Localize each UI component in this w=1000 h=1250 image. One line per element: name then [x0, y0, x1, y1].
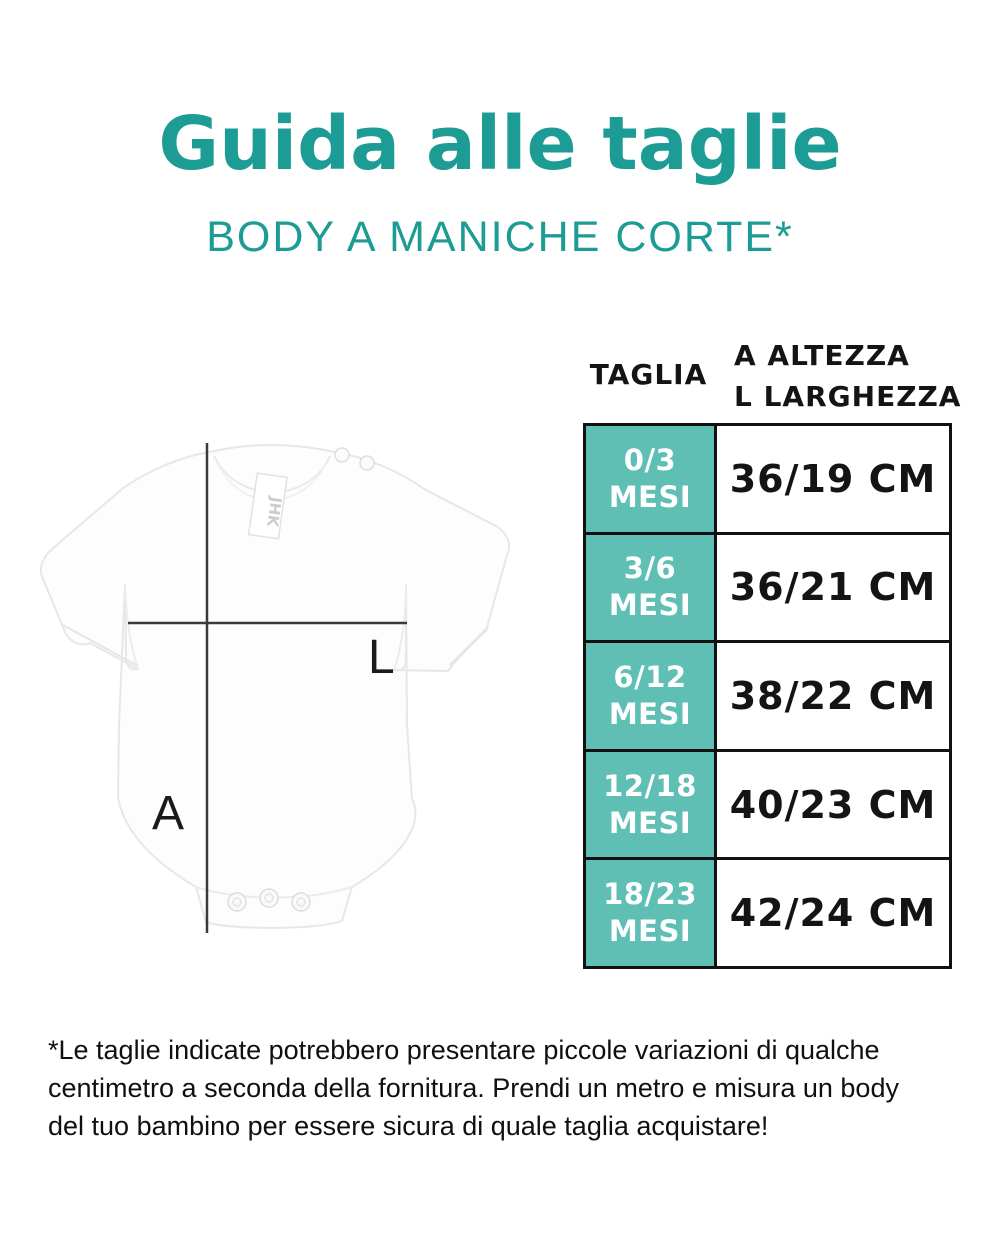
brand-tag-label: JHK — [263, 495, 286, 528]
column-header-size: TAGLIA — [589, 358, 708, 391]
size-table — [583, 423, 952, 969]
size-unit: MESI — [608, 479, 692, 514]
measurement-cell: 40/23 CM — [729, 782, 937, 827]
bodysuit-illustration — [41, 445, 509, 928]
column-header-height: A ALTEZZA — [734, 339, 910, 372]
size-range: 0/3 — [623, 442, 677, 477]
page-title: Guida alle taglie — [158, 101, 842, 187]
footnote-line: del tuo bambino per essere sicura di quale taglia acquistare! — [48, 1111, 769, 1141]
measurement-cell: 38/22 CM — [729, 673, 937, 718]
size-unit: MESI — [608, 805, 692, 840]
size-cell — [586, 752, 717, 858]
size-unit: MESI — [608, 588, 692, 623]
table-row — [586, 752, 949, 861]
bodysuit-measurement-diagram — [30, 425, 520, 945]
measurement-cell: 36/19 CM — [729, 456, 937, 501]
size-range: 3/6 — [623, 551, 677, 586]
size-cell — [586, 535, 717, 641]
size-range: 18/23 — [603, 877, 697, 912]
table-row — [586, 535, 949, 644]
table-row — [586, 860, 949, 966]
height-measure-label: A — [152, 787, 185, 840]
size-cell — [586, 426, 717, 532]
page-subtitle: BODY A MANICHE CORTE* — [206, 213, 794, 261]
width-measure-label: L — [368, 631, 395, 684]
table-row — [586, 643, 949, 752]
measurement-cell: 42/24 CM — [729, 891, 937, 936]
table-row — [586, 426, 949, 535]
size-range: 12/18 — [603, 768, 697, 803]
footnote — [48, 1031, 968, 1145]
footnote-line: *Le taglie indicate potrebbero presentare piccole variazioni di qualche — [48, 1035, 880, 1065]
size-unit: MESI — [608, 696, 692, 731]
size-unit: MESI — [608, 914, 692, 949]
column-header-measurements — [734, 335, 961, 417]
column-header-width: L LARGHEZZA — [734, 380, 962, 413]
size-range: 6/12 — [613, 659, 687, 694]
size-cell — [586, 643, 717, 749]
footnote-line: centimetro a seconda della fornitura. Prendi un metro e misura un body — [48, 1073, 899, 1103]
size-cell — [586, 860, 717, 966]
measurement-cell: 36/21 CM — [729, 565, 937, 610]
